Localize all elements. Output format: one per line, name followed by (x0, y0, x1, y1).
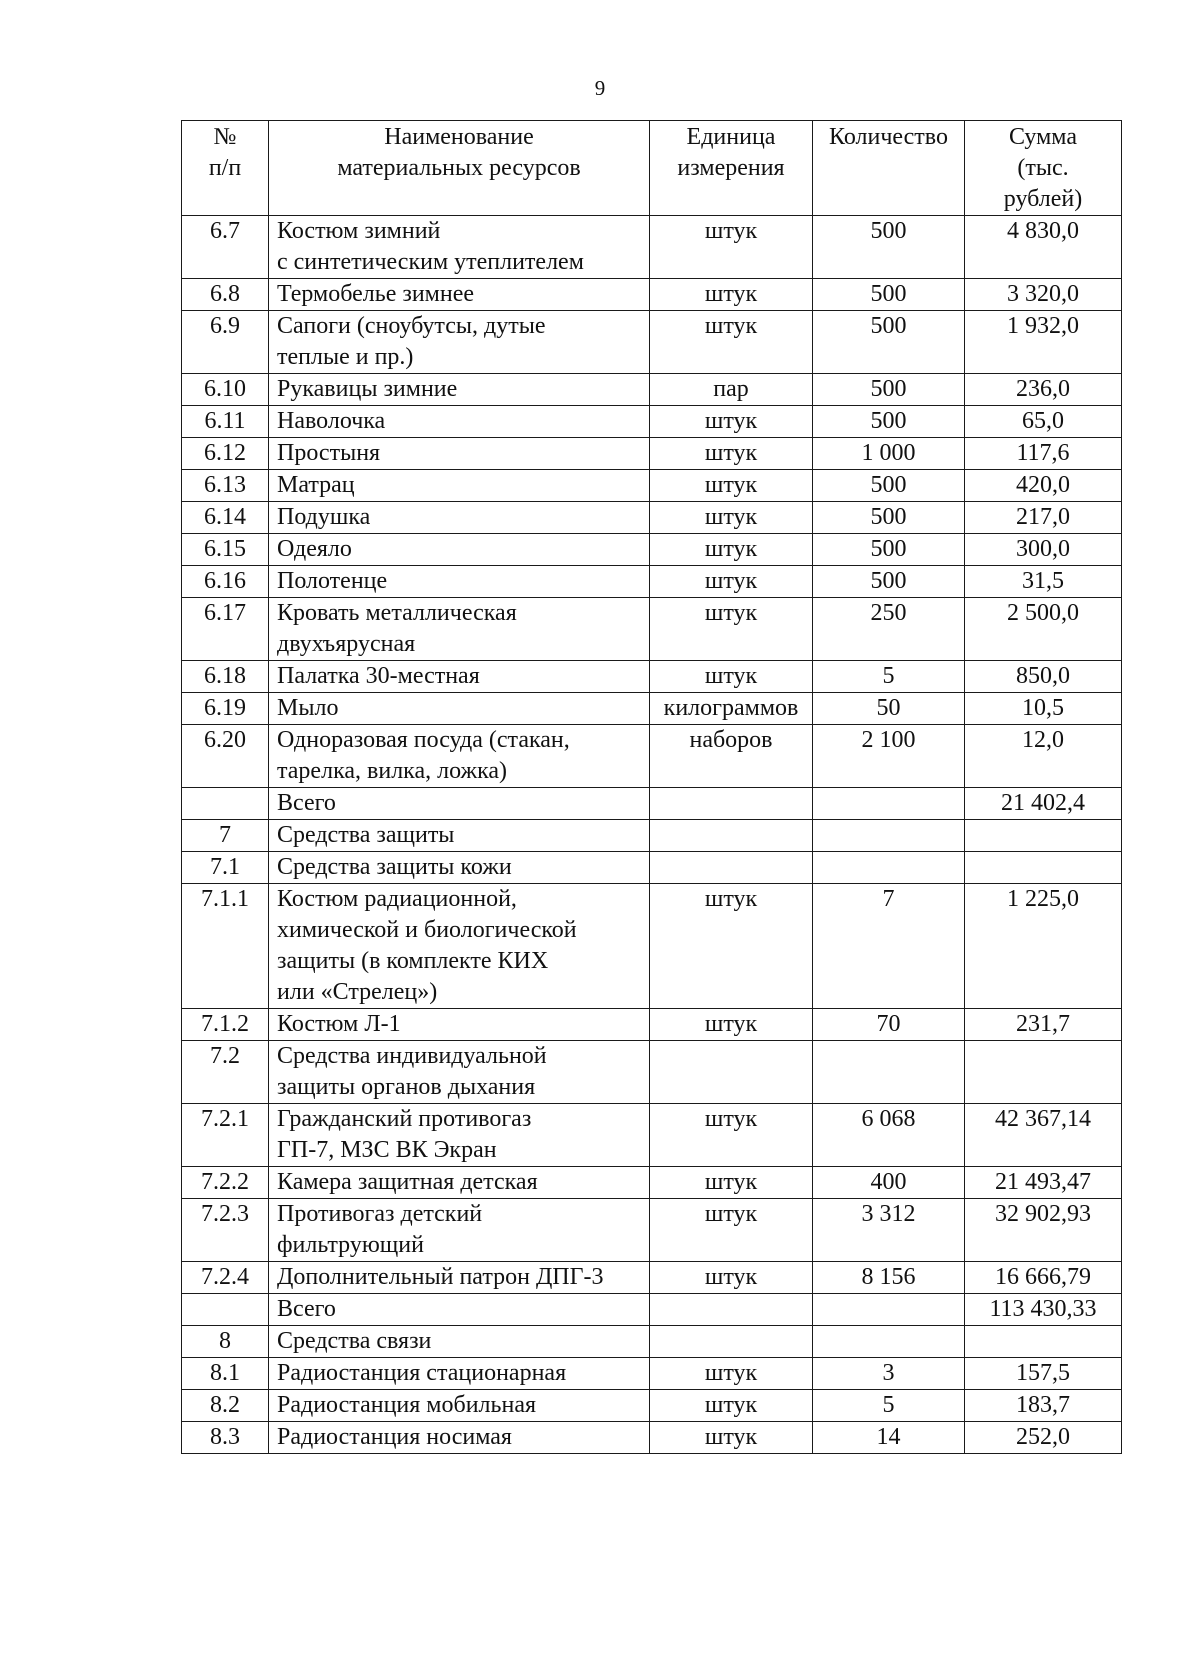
table-row (182, 1294, 1122, 1326)
cell-num (182, 788, 269, 820)
cell-unit: килограммов (650, 693, 813, 725)
cell-num (182, 1294, 269, 1326)
cell-name: Матрац (269, 470, 650, 502)
cell-sum: 12,0 (965, 725, 1122, 788)
table-row (182, 374, 1122, 406)
cell-unit: штук (650, 311, 813, 374)
header-qty: Количество (813, 121, 965, 216)
table-row (182, 534, 1122, 566)
cell-unit (650, 1294, 813, 1326)
cell-sum: 21 402,4 (965, 788, 1122, 820)
cell-num: 7.1.2 (182, 1009, 269, 1041)
cell-name: Термобелье зимнее (269, 279, 650, 311)
cell-qty (813, 788, 965, 820)
cell-name: Костюм Л-1 (269, 1009, 650, 1041)
cell-name: Простыня (269, 438, 650, 470)
table-row (182, 1199, 1122, 1262)
cell-num: 6.19 (182, 693, 269, 725)
table-row (182, 725, 1122, 788)
cell-qty: 500 (813, 311, 965, 374)
table-row (182, 1041, 1122, 1104)
cell-qty (813, 1041, 965, 1104)
cell-unit: штук (650, 406, 813, 438)
table-row (182, 406, 1122, 438)
cell-unit: штук (650, 598, 813, 661)
cell-sum: 65,0 (965, 406, 1122, 438)
table-row (182, 661, 1122, 693)
cell-qty: 400 (813, 1167, 965, 1199)
table-row (182, 788, 1122, 820)
cell-qty: 8 156 (813, 1262, 965, 1294)
table-row (182, 216, 1122, 279)
cell-name: Средства защиты (269, 820, 650, 852)
cell-sum: 157,5 (965, 1358, 1122, 1390)
cell-sum: 850,0 (965, 661, 1122, 693)
cell-num: 7.1 (182, 852, 269, 884)
cell-name: Костюм зимний с синтетическим утеплителем (269, 216, 650, 279)
table-row (182, 1390, 1122, 1422)
cell-name: Гражданский противогаз ГП-7, МЗС ВК Экран (269, 1104, 650, 1167)
table-row (182, 1358, 1122, 1390)
cell-sum: 183,7 (965, 1390, 1122, 1422)
cell-qty: 250 (813, 598, 965, 661)
cell-num: 7.2.1 (182, 1104, 269, 1167)
cell-qty: 6 068 (813, 1104, 965, 1167)
cell-unit: штук (650, 566, 813, 598)
table-row (182, 598, 1122, 661)
cell-unit: пар (650, 374, 813, 406)
table-row (182, 852, 1122, 884)
cell-unit: штук (650, 534, 813, 566)
cell-qty: 500 (813, 534, 965, 566)
cell-qty: 500 (813, 216, 965, 279)
cell-num: 7 (182, 820, 269, 852)
cell-name: Всего (269, 1294, 650, 1326)
table-row (182, 438, 1122, 470)
cell-num: 7.2.2 (182, 1167, 269, 1199)
cell-name: Костюм радиационной, химической и биологической защиты (в комплекте КИХ или «Стрелец») (269, 884, 650, 1009)
cell-sum: 1 225,0 (965, 884, 1122, 1009)
cell-sum (965, 820, 1122, 852)
cell-sum: 420,0 (965, 470, 1122, 502)
cell-name: Радиостанция мобильная (269, 1390, 650, 1422)
cell-num: 8.1 (182, 1358, 269, 1390)
cell-name: Одноразовая посуда (стакан, тарелка, вилка, ложка) (269, 725, 650, 788)
cell-num: 7.2.4 (182, 1262, 269, 1294)
cell-qty: 70 (813, 1009, 965, 1041)
cell-name: Палатка 30-местная (269, 661, 650, 693)
cell-unit: штук (650, 470, 813, 502)
cell-qty: 500 (813, 566, 965, 598)
cell-sum: 3 320,0 (965, 279, 1122, 311)
cell-name: Радиостанция стационарная (269, 1358, 650, 1390)
cell-name: Подушка (269, 502, 650, 534)
cell-name: Радиостанция носимая (269, 1422, 650, 1454)
cell-name: Средства связи (269, 1326, 650, 1358)
cell-num: 6.15 (182, 534, 269, 566)
cell-qty: 5 (813, 661, 965, 693)
table-row (182, 470, 1122, 502)
cell-num: 6.13 (182, 470, 269, 502)
cell-unit: наборов (650, 725, 813, 788)
table-row (182, 311, 1122, 374)
cell-qty: 2 100 (813, 725, 965, 788)
cell-num: 6.7 (182, 216, 269, 279)
cell-unit: штук (650, 1358, 813, 1390)
cell-unit: штук (650, 1167, 813, 1199)
cell-num: 6.20 (182, 725, 269, 788)
cell-qty: 500 (813, 502, 965, 534)
cell-sum: 1 932,0 (965, 311, 1122, 374)
cell-name: Сапоги (сноубутсы, дутые теплые и пр.) (269, 311, 650, 374)
cell-sum (965, 1326, 1122, 1358)
cell-num: 6.17 (182, 598, 269, 661)
table-row (182, 279, 1122, 311)
cell-qty (813, 820, 965, 852)
cell-sum: 113 430,33 (965, 1294, 1122, 1326)
cell-num: 6.8 (182, 279, 269, 311)
cell-qty: 500 (813, 374, 965, 406)
cell-num: 7.2 (182, 1041, 269, 1104)
cell-num: 6.9 (182, 311, 269, 374)
table-body (182, 216, 1122, 1454)
table-row (182, 1167, 1122, 1199)
cell-unit: штук (650, 502, 813, 534)
cell-unit (650, 1041, 813, 1104)
table-row (182, 566, 1122, 598)
table-row (182, 884, 1122, 1009)
cell-qty (813, 1326, 965, 1358)
cell-name: Одеяло (269, 534, 650, 566)
cell-unit: штук (650, 1199, 813, 1262)
cell-qty: 500 (813, 279, 965, 311)
cell-sum: 42 367,14 (965, 1104, 1122, 1167)
cell-sum: 4 830,0 (965, 216, 1122, 279)
cell-num: 6.10 (182, 374, 269, 406)
cell-sum: 117,6 (965, 438, 1122, 470)
header-num: № п/п (182, 121, 269, 216)
cell-name: Средства защиты кожи (269, 852, 650, 884)
cell-sum (965, 852, 1122, 884)
cell-sum: 300,0 (965, 534, 1122, 566)
cell-unit: штук (650, 438, 813, 470)
table-row (182, 1009, 1122, 1041)
cell-unit: штук (650, 216, 813, 279)
cell-sum: 236,0 (965, 374, 1122, 406)
cell-name: Дополнительный патрон ДПГ-3 (269, 1262, 650, 1294)
cell-num: 7.1.1 (182, 884, 269, 1009)
cell-unit (650, 852, 813, 884)
cell-name: Наволочка (269, 406, 650, 438)
table-header-row (182, 121, 1122, 216)
cell-name: Кровать металлическая двухъярусная (269, 598, 650, 661)
cell-sum (965, 1041, 1122, 1104)
cell-unit (650, 820, 813, 852)
cell-name: Мыло (269, 693, 650, 725)
cell-name: Средства индивидуальной защиты органов дыхания (269, 1041, 650, 1104)
cell-qty: 3 312 (813, 1199, 965, 1262)
header-name: Наименование материальных ресурсов (269, 121, 650, 216)
cell-qty: 1 000 (813, 438, 965, 470)
cell-qty: 3 (813, 1358, 965, 1390)
cell-unit: штук (650, 884, 813, 1009)
cell-qty: 50 (813, 693, 965, 725)
cell-num: 6.12 (182, 438, 269, 470)
cell-unit: штук (650, 1009, 813, 1041)
cell-qty: 7 (813, 884, 965, 1009)
cell-qty: 14 (813, 1422, 965, 1454)
table-row (182, 1422, 1122, 1454)
header-sum: Сумма (тыс. рублей) (965, 121, 1122, 216)
cell-num: 6.18 (182, 661, 269, 693)
cell-qty: 500 (813, 470, 965, 502)
cell-unit (650, 1326, 813, 1358)
cell-num: 7.2.3 (182, 1199, 269, 1262)
cell-unit (650, 788, 813, 820)
cell-sum: 32 902,93 (965, 1199, 1122, 1262)
cell-qty (813, 1294, 965, 1326)
cell-unit: штук (650, 1262, 813, 1294)
cell-name: Камера защитная детская (269, 1167, 650, 1199)
cell-unit: штук (650, 661, 813, 693)
cell-name: Полотенце (269, 566, 650, 598)
table-row (182, 693, 1122, 725)
header-unit: Единица измерения (650, 121, 813, 216)
cell-qty (813, 852, 965, 884)
cell-qty: 5 (813, 1390, 965, 1422)
cell-unit: штук (650, 1422, 813, 1454)
cell-sum: 231,7 (965, 1009, 1122, 1041)
table-row (182, 1326, 1122, 1358)
cell-num: 8.3 (182, 1422, 269, 1454)
cell-unit: штук (650, 279, 813, 311)
cell-sum: 252,0 (965, 1422, 1122, 1454)
resources-table (181, 120, 1122, 1454)
table-row (182, 1104, 1122, 1167)
cell-sum: 2 500,0 (965, 598, 1122, 661)
cell-qty: 500 (813, 406, 965, 438)
cell-name: Всего (269, 788, 650, 820)
cell-num: 6.14 (182, 502, 269, 534)
cell-sum: 31,5 (965, 566, 1122, 598)
cell-sum: 21 493,47 (965, 1167, 1122, 1199)
cell-unit: штук (650, 1390, 813, 1422)
table-row (182, 1262, 1122, 1294)
cell-num: 8 (182, 1326, 269, 1358)
page-number: 9 (594, 76, 606, 100)
table-row (182, 820, 1122, 852)
cell-num: 8.2 (182, 1390, 269, 1422)
cell-num: 6.11 (182, 406, 269, 438)
cell-name: Рукавицы зимние (269, 374, 650, 406)
cell-unit: штук (650, 1104, 813, 1167)
cell-sum: 217,0 (965, 502, 1122, 534)
table-row (182, 502, 1122, 534)
cell-num: 6.16 (182, 566, 269, 598)
cell-sum: 10,5 (965, 693, 1122, 725)
cell-sum: 16 666,79 (965, 1262, 1122, 1294)
cell-name: Противогаз детский фильтрующий (269, 1199, 650, 1262)
